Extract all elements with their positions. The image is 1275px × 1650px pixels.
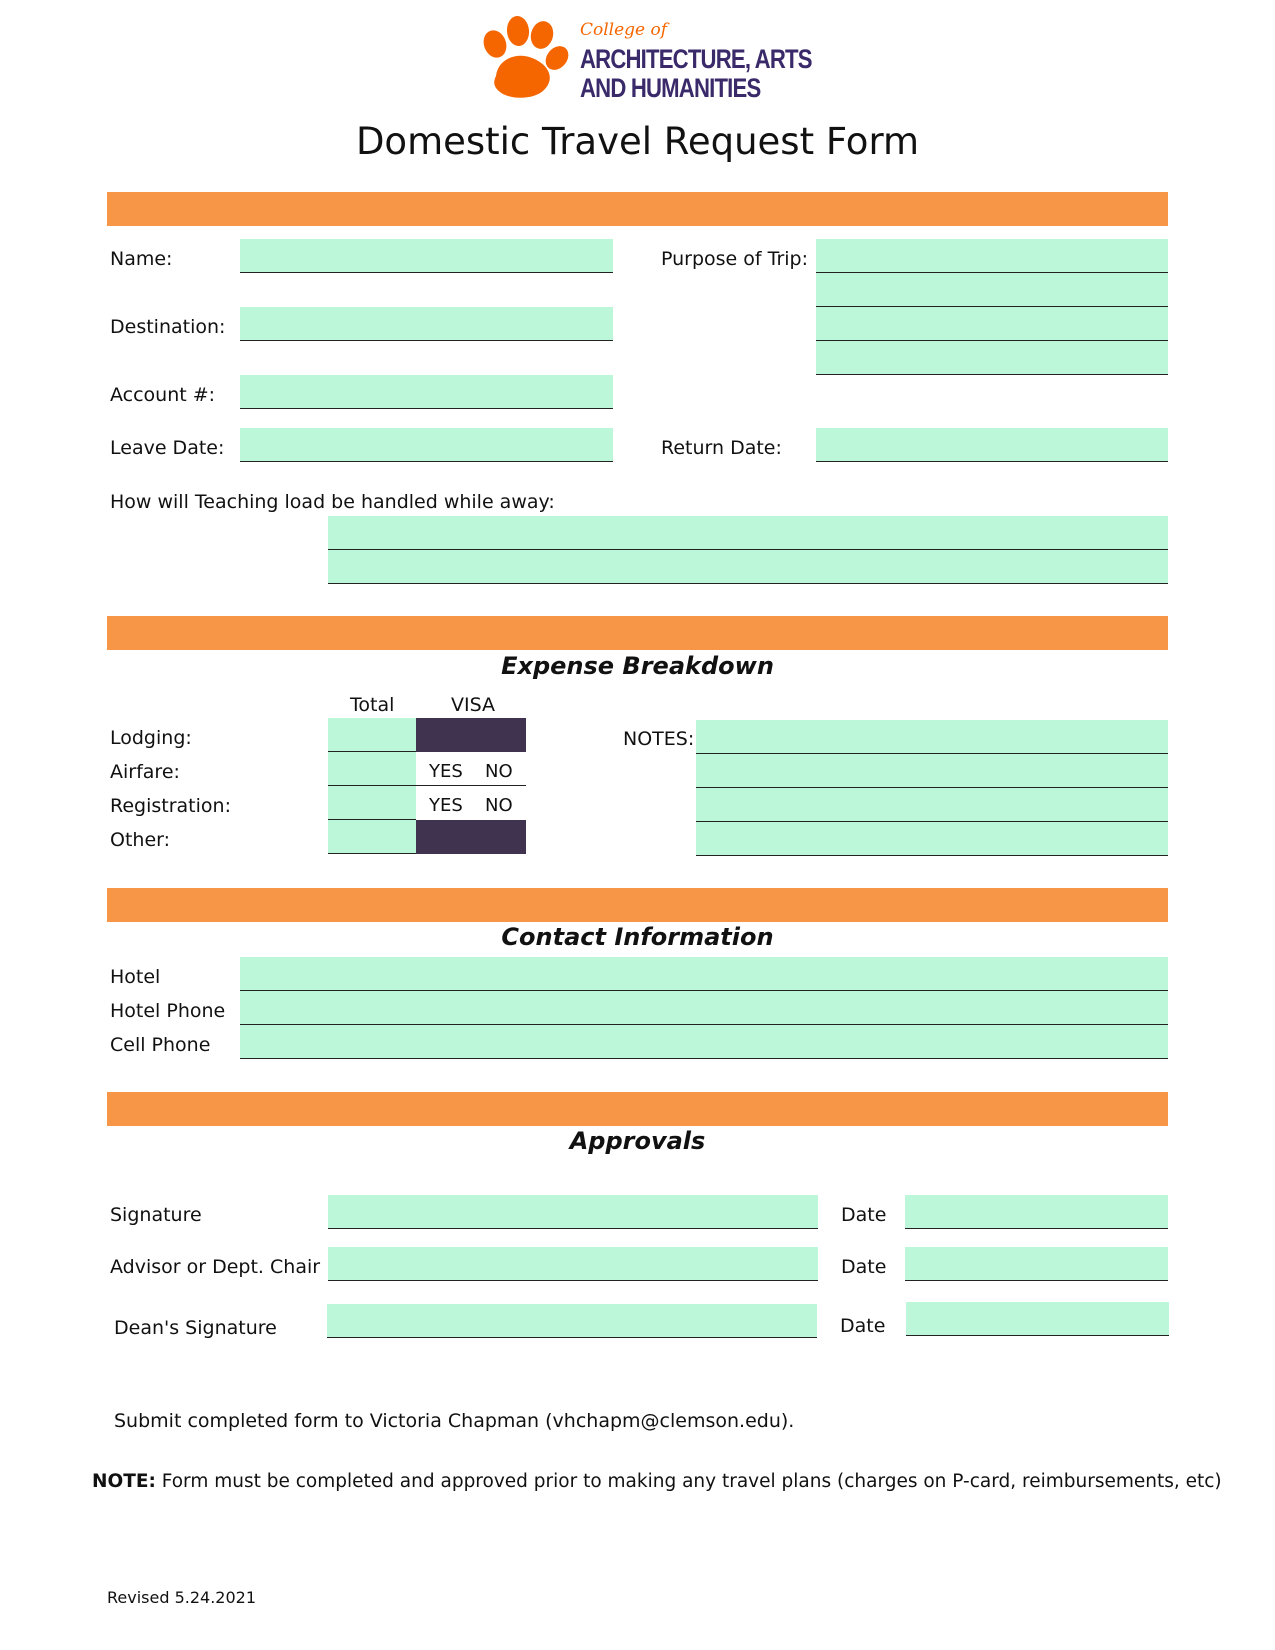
registration-visa-no[interactable]: NO: [485, 795, 513, 816]
section-bar-contact: [107, 888, 1168, 922]
signature-date-label: Date: [841, 1204, 887, 1226]
purpose-field-line-1[interactable]: [816, 239, 1168, 273]
other-total-field[interactable]: [328, 820, 416, 854]
airfare-label: Airfare:: [110, 761, 180, 783]
destination-field[interactable]: [240, 307, 613, 341]
notes-field-line-3[interactable]: [696, 788, 1168, 822]
approvals-heading: Approvals: [569, 1127, 706, 1155]
total-column-header: Total: [350, 694, 395, 716]
leave-date-field[interactable]: [240, 428, 613, 462]
airfare-visa-yes[interactable]: YES: [429, 761, 463, 782]
advisor-date-field[interactable]: [905, 1247, 1168, 1281]
college-logo: [478, 14, 812, 104]
airfare-visa-no[interactable]: NO: [485, 761, 513, 782]
notes-label: NOTES:: [623, 728, 695, 750]
travel-note-text: Form must be completed and approved prior to making any travel plans (charges on P-card, reimbursements, etc): [155, 1471, 1222, 1492]
registration-visa-yes[interactable]: YES: [429, 795, 463, 816]
purpose-field-line-4[interactable]: [816, 341, 1168, 375]
section-bar-expense: [107, 616, 1168, 650]
leave-date-label: Leave Date:: [110, 437, 225, 459]
cell-phone-field[interactable]: [240, 1025, 1168, 1059]
account-field[interactable]: [240, 375, 613, 409]
dean-date-field[interactable]: [906, 1302, 1169, 1336]
return-date-field[interactable]: [816, 428, 1168, 462]
teaching-load-field-line-1[interactable]: [328, 516, 1168, 550]
registration-total-field[interactable]: [328, 786, 416, 820]
return-date-label: Return Date:: [661, 437, 782, 459]
other-visa-blocked: [416, 820, 526, 854]
paw-icon: [478, 14, 570, 104]
hotel-phone-label: Hotel Phone: [110, 1000, 226, 1022]
teaching-load-field-line-2[interactable]: [328, 550, 1168, 584]
airfare-total-field[interactable]: [328, 752, 416, 786]
dean-signature-field[interactable]: [327, 1304, 817, 1338]
travel-note-bold: NOTE:: [92, 1471, 156, 1492]
teaching-load-label: How will Teaching load be handled while away:: [110, 491, 555, 513]
registration-label: Registration:: [110, 795, 231, 817]
notes-field-line-1[interactable]: [696, 720, 1168, 754]
submit-instructions: Submit completed form to Victoria Chapman (vhchapm@clemson.edu).: [114, 1410, 795, 1432]
form-title: Domestic Travel Request Form: [355, 120, 920, 163]
travel-note: [92, 1471, 1222, 1492]
contact-heading: Contact Information: [501, 923, 774, 951]
dean-date-label: Date: [840, 1315, 886, 1337]
notes-field-line-4[interactable]: [696, 822, 1168, 856]
purpose-label: Purpose of Trip:: [661, 248, 809, 270]
section-bar-trip: [107, 192, 1168, 226]
advisor-label: Advisor or Dept. Chair: [110, 1256, 321, 1278]
hotel-phone-field[interactable]: [240, 991, 1168, 1025]
advisor-signature-field[interactable]: [328, 1247, 818, 1281]
cell-phone-label: Cell Phone: [110, 1034, 211, 1056]
name-field[interactable]: [240, 239, 613, 273]
signature-label: Signature: [110, 1204, 202, 1226]
hotel-field[interactable]: [240, 957, 1168, 991]
other-label: Other:: [110, 829, 171, 851]
name-label: Name:: [110, 248, 173, 270]
account-label: Account #:: [110, 384, 216, 406]
advisor-date-label: Date: [841, 1256, 887, 1278]
visa-column-header: VISA: [451, 694, 496, 716]
section-bar-approvals: [107, 1092, 1168, 1126]
hotel-label: Hotel: [110, 966, 161, 988]
notes-field-line-2[interactable]: [696, 754, 1168, 788]
destination-label: Destination:: [110, 316, 226, 338]
revision-date: Revised 5.24.2021: [107, 1588, 257, 1607]
logo-line-2: ARCHITECTURE, ARTS: [580, 44, 812, 74]
lodging-total-field[interactable]: [328, 718, 416, 752]
logo-line-1: College of: [580, 20, 668, 40]
signature-date-field[interactable]: [905, 1195, 1168, 1229]
expense-heading: Expense Breakdown: [501, 652, 774, 680]
purpose-field-line-3[interactable]: [816, 307, 1168, 341]
lodging-visa-blocked: [416, 718, 526, 752]
dean-signature-label: Dean's Signature: [114, 1317, 277, 1339]
purpose-field-line-2[interactable]: [816, 273, 1168, 307]
signature-field[interactable]: [328, 1195, 818, 1229]
lodging-label: Lodging:: [110, 727, 192, 749]
logo-line-3: AND HUMANITIES: [580, 73, 761, 103]
